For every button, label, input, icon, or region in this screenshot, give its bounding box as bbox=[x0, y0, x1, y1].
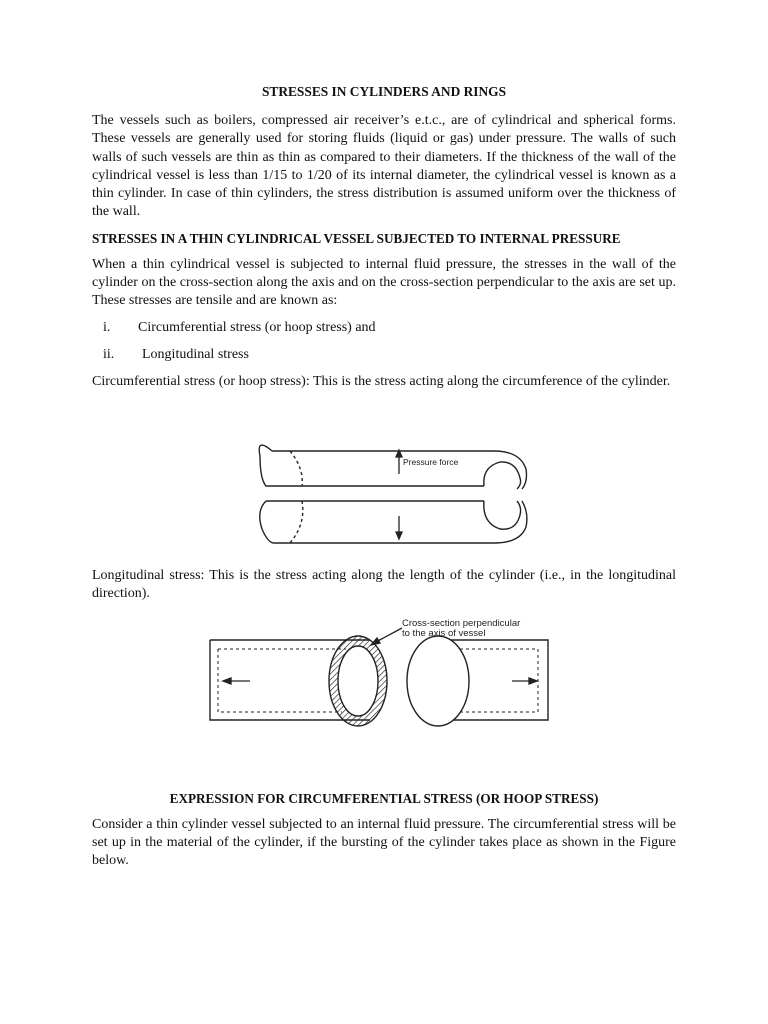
label-leader-line bbox=[376, 628, 402, 642]
list-number: ii. bbox=[103, 346, 115, 362]
list-text: Longitudinal stress bbox=[142, 346, 249, 362]
ring-outer-lower bbox=[494, 501, 527, 543]
hoop-stress-diagram bbox=[92, 399, 676, 567]
hatched-ring-inner bbox=[338, 646, 378, 716]
section1-paragraph: When a thin cylindrical vessel is subjected to internal fluid pressure, the stresses in the wall of the cylinder on the cross-section along the axis and on the cross-section perpendicular to the axis are set up. These stresses are tensile and are known as: bbox=[92, 256, 676, 309]
list-number: i. bbox=[103, 319, 111, 335]
section2-paragraph: Consider a thin cylinder vessel subjected to an internal fluid pressure. The circumferential stress will be set up in the material of the cylinder, if the bursting of the cylinder takes place as shown in the Figure below. bbox=[92, 816, 676, 869]
pressure-force-label: Pressure force bbox=[403, 456, 459, 467]
cross-section-label-line2: to the axis of vessel bbox=[402, 627, 486, 639]
longitudinal-stress-figure bbox=[92, 612, 676, 790]
right-force-arrow-head bbox=[529, 678, 537, 684]
intro-paragraph: The vessels such as boilers, compressed air receiver’s e.t.c., are of cylindrical and spherical forms. These vessels are generally used for storing fluids (liquid or gas) under pressure. The walls of such walls of such vessels are thin as thin as compared to their diameters. If the thickness of the wall of the cylindrical vessel is less than 1/15 to 1/20 of its internal diameter, the cylindrical vessel is known as a thin cylinder. In case of thin cylinders, the stress distribution is assumed uniform over the thickness of the wall. bbox=[92, 113, 676, 220]
ring-inner-lower bbox=[484, 501, 521, 529]
ring-inner-upper bbox=[484, 462, 521, 489]
pressure-arrow-down-head bbox=[396, 532, 402, 539]
cross-section-label-line1: Cross-section perpendicular bbox=[402, 617, 521, 629]
document-page bbox=[92, 83, 676, 878]
section-heading-hoop-stress: EXPRESSION FOR CIRCUMFERENTIAL STRESS (OR HOOP STRESS) bbox=[169, 790, 599, 806]
list-item bbox=[92, 319, 676, 337]
longitudinal-stress-diagram bbox=[92, 612, 676, 790]
list-text: Circumferential stress (or hoop stress) and bbox=[138, 319, 376, 335]
hoop-stress-definition: Circumferential stress (or hoop stress): This is the stress acting along the circumference of the cylinder. bbox=[92, 373, 671, 389]
section-heading-thin-cylinder: STRESSES IN A THIN CYLINDRICAL VESSEL SUBJECTED TO INTERNAL PRESSURE bbox=[92, 230, 621, 246]
ring-outer-upper bbox=[494, 451, 527, 489]
hoop-stress-figure bbox=[92, 399, 676, 567]
list-item bbox=[92, 346, 676, 364]
left-force-arrow-head bbox=[223, 678, 231, 684]
right-cross-section bbox=[407, 636, 469, 726]
hidden-edge-lower bbox=[290, 501, 303, 543]
longitudinal-stress-definition: Longitudinal stress: This is the stress acting along the length of the cylinder (i.e., in the longitudinal direction). bbox=[92, 567, 676, 602]
hidden-edge-upper bbox=[290, 451, 302, 486]
document-title: STRESSES IN CYLINDERS AND RINGS bbox=[261, 84, 507, 99]
